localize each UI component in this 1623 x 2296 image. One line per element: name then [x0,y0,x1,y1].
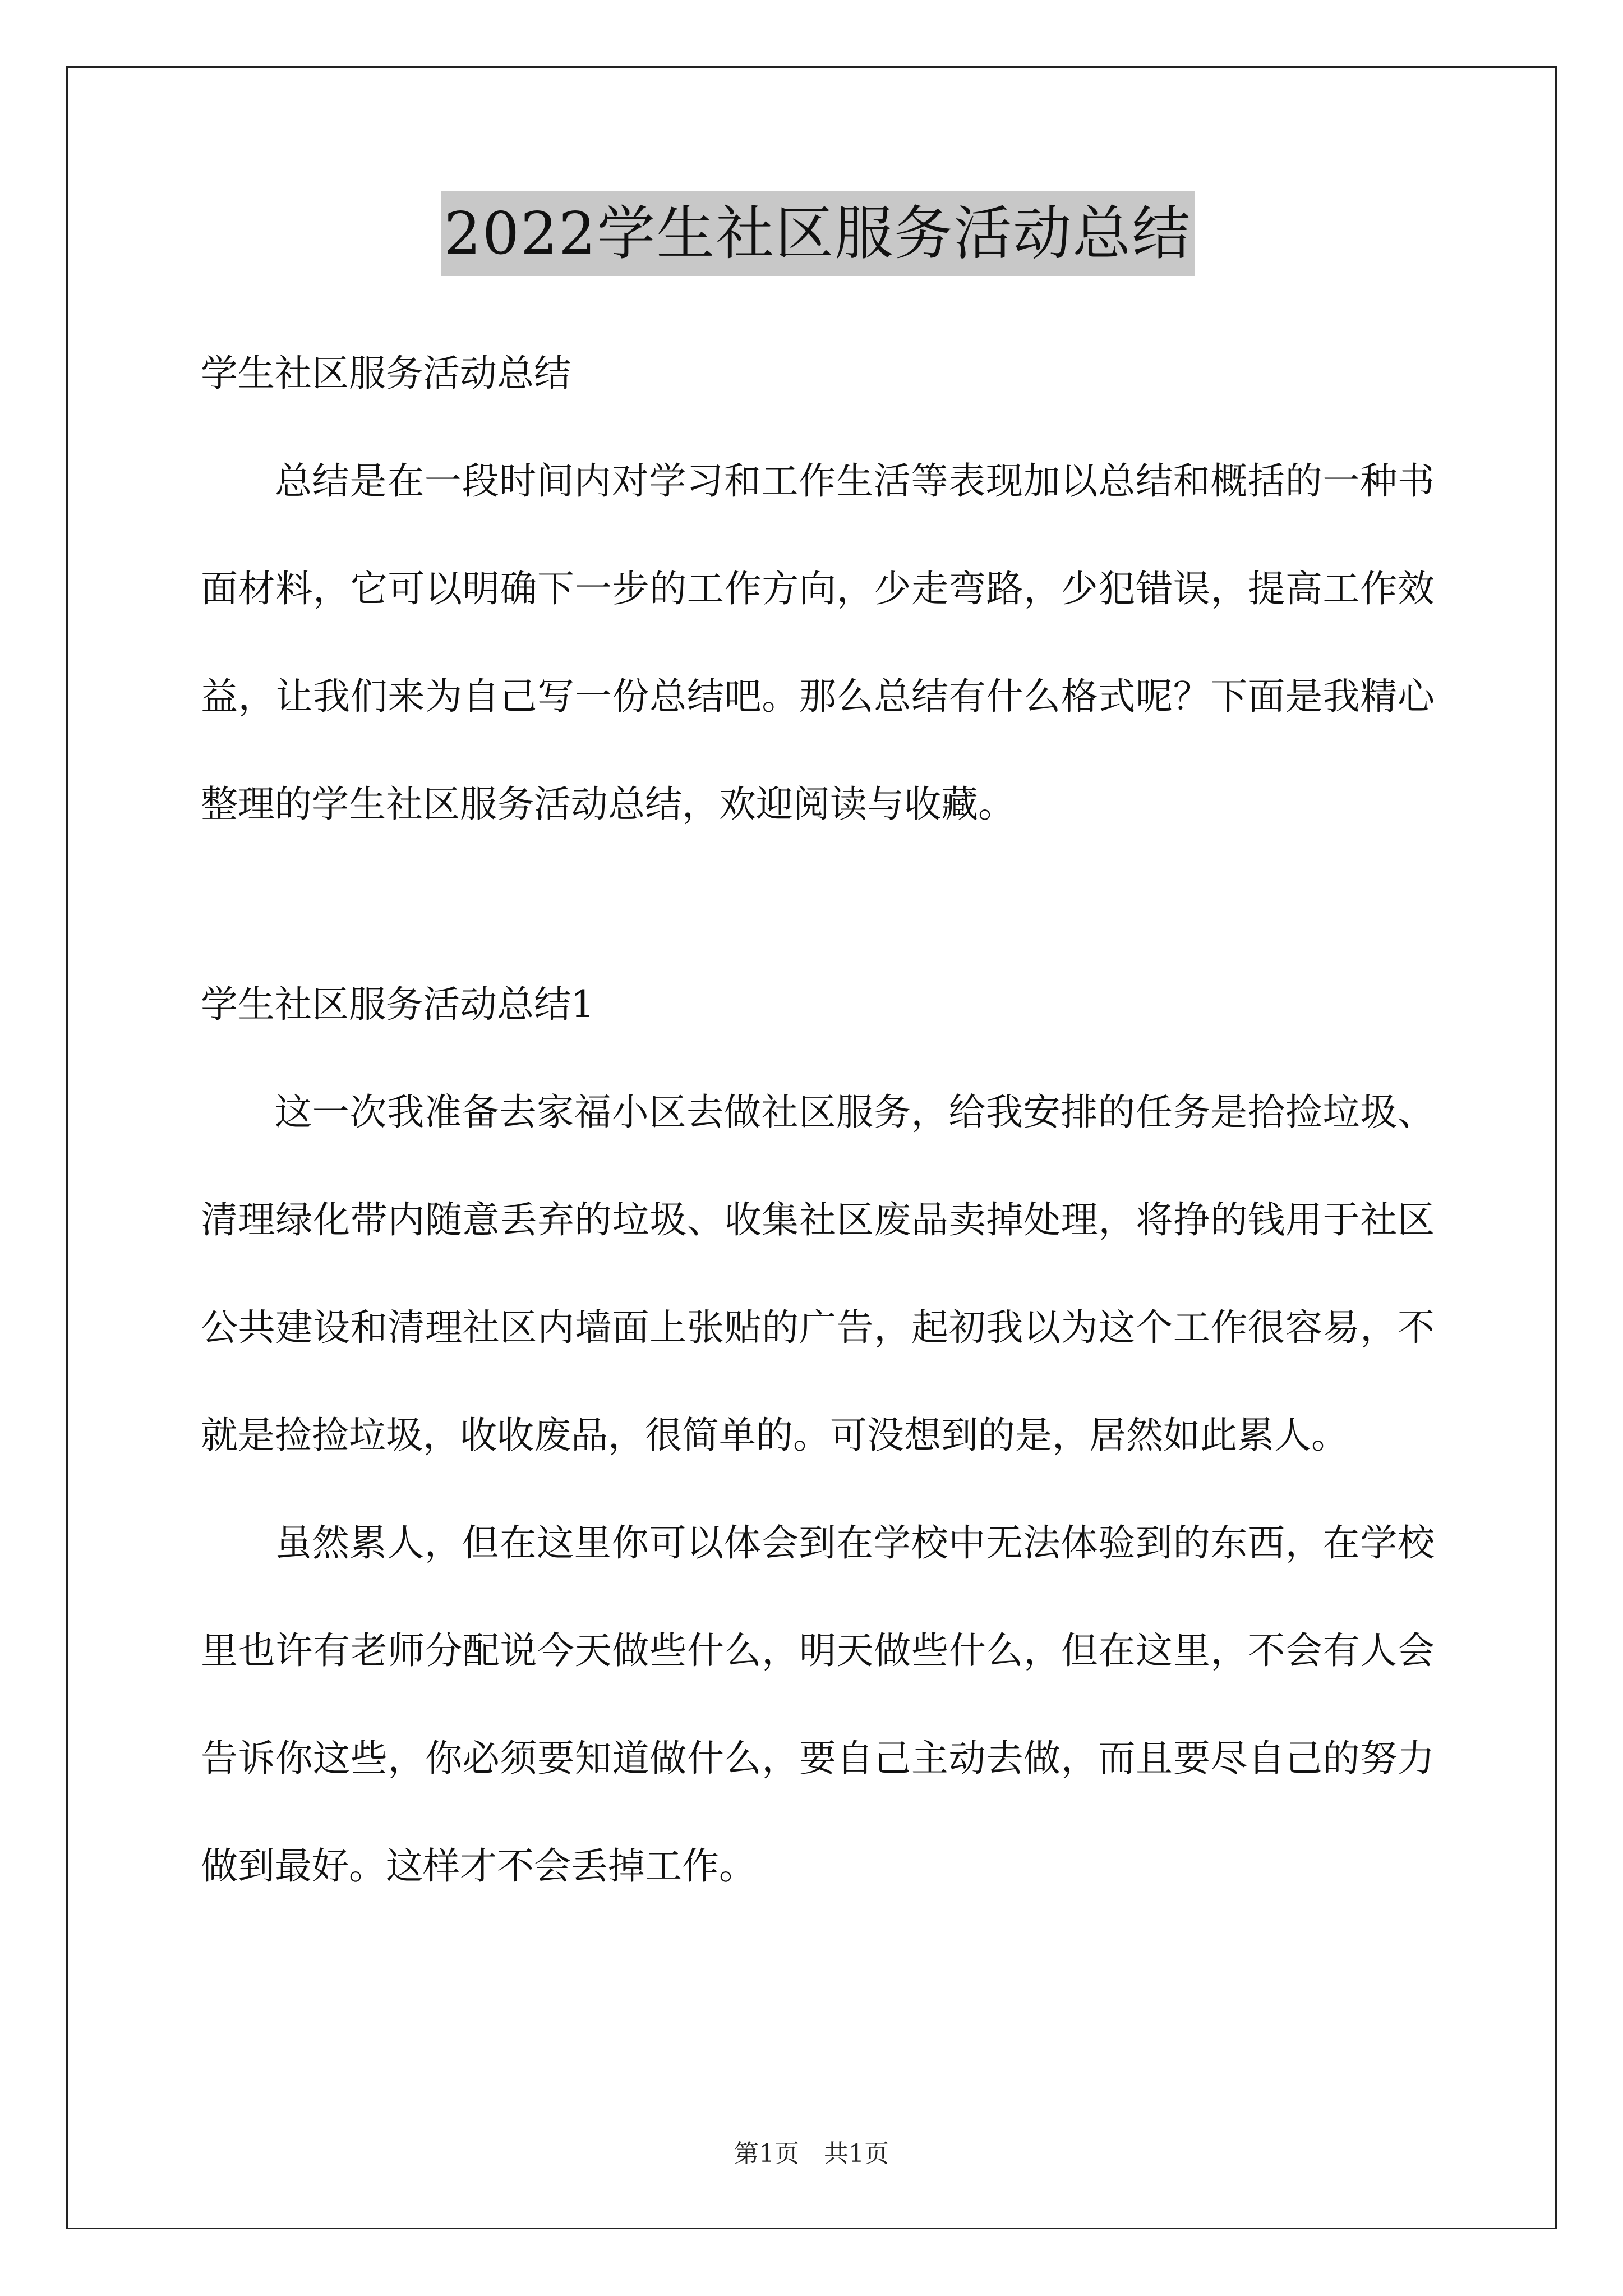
document-subtitle: 学生社区服务活动总结 [201,352,571,395]
document-body [201,191,1435,1920]
title-container [201,191,1435,276]
section-heading: 学生社区服务活动总结1 [201,983,594,1026]
body-paragraph-1: 这一次我准备去家福小区去做社区服务，给我安排的任务是拾捡垃圾、清理绿化带内随意丢弃的垃圾、收集社区废品卖掉处理，将挣的钱用于社区公共建设和清理社区内墙面上张贴的广告，起初我以为这个工作很容易，不就是捡捡垃圾，收收废品，很简单的。可没想到的是，居然如此累人。 [201,1091,1435,1457]
intro-paragraph: 总结是在一段时间内对学习和工作生活等表现加以总结和概括的一种书面材料，它可以明确下一步的工作方向，少走弯路，少犯错误，提高工作效益，让我们来为自己写一份总结吧。那么总结有什么格式呢？下面是我精心整理的学生社区服务活动总结，欢迎阅读与收藏。 [201,459,1435,826]
section-spacer [201,858,1435,951]
document-title: 2022学生社区服务活动总结 [441,191,1195,276]
page-footer: 第1页 共1页 [734,2139,889,2168]
body-paragraph-2: 虽然累人，但在这里你可以体会到在学校中无法体验到的东西，在学校里也许有老师分配说今天做些什么，明天做些什么，但在这里，不会有人会告诉你这些，你必须要知道做什么，要自己主动去做，而且要尽自己的努力做到最好。这样才不会丢掉工作。 [201,1521,1435,1888]
